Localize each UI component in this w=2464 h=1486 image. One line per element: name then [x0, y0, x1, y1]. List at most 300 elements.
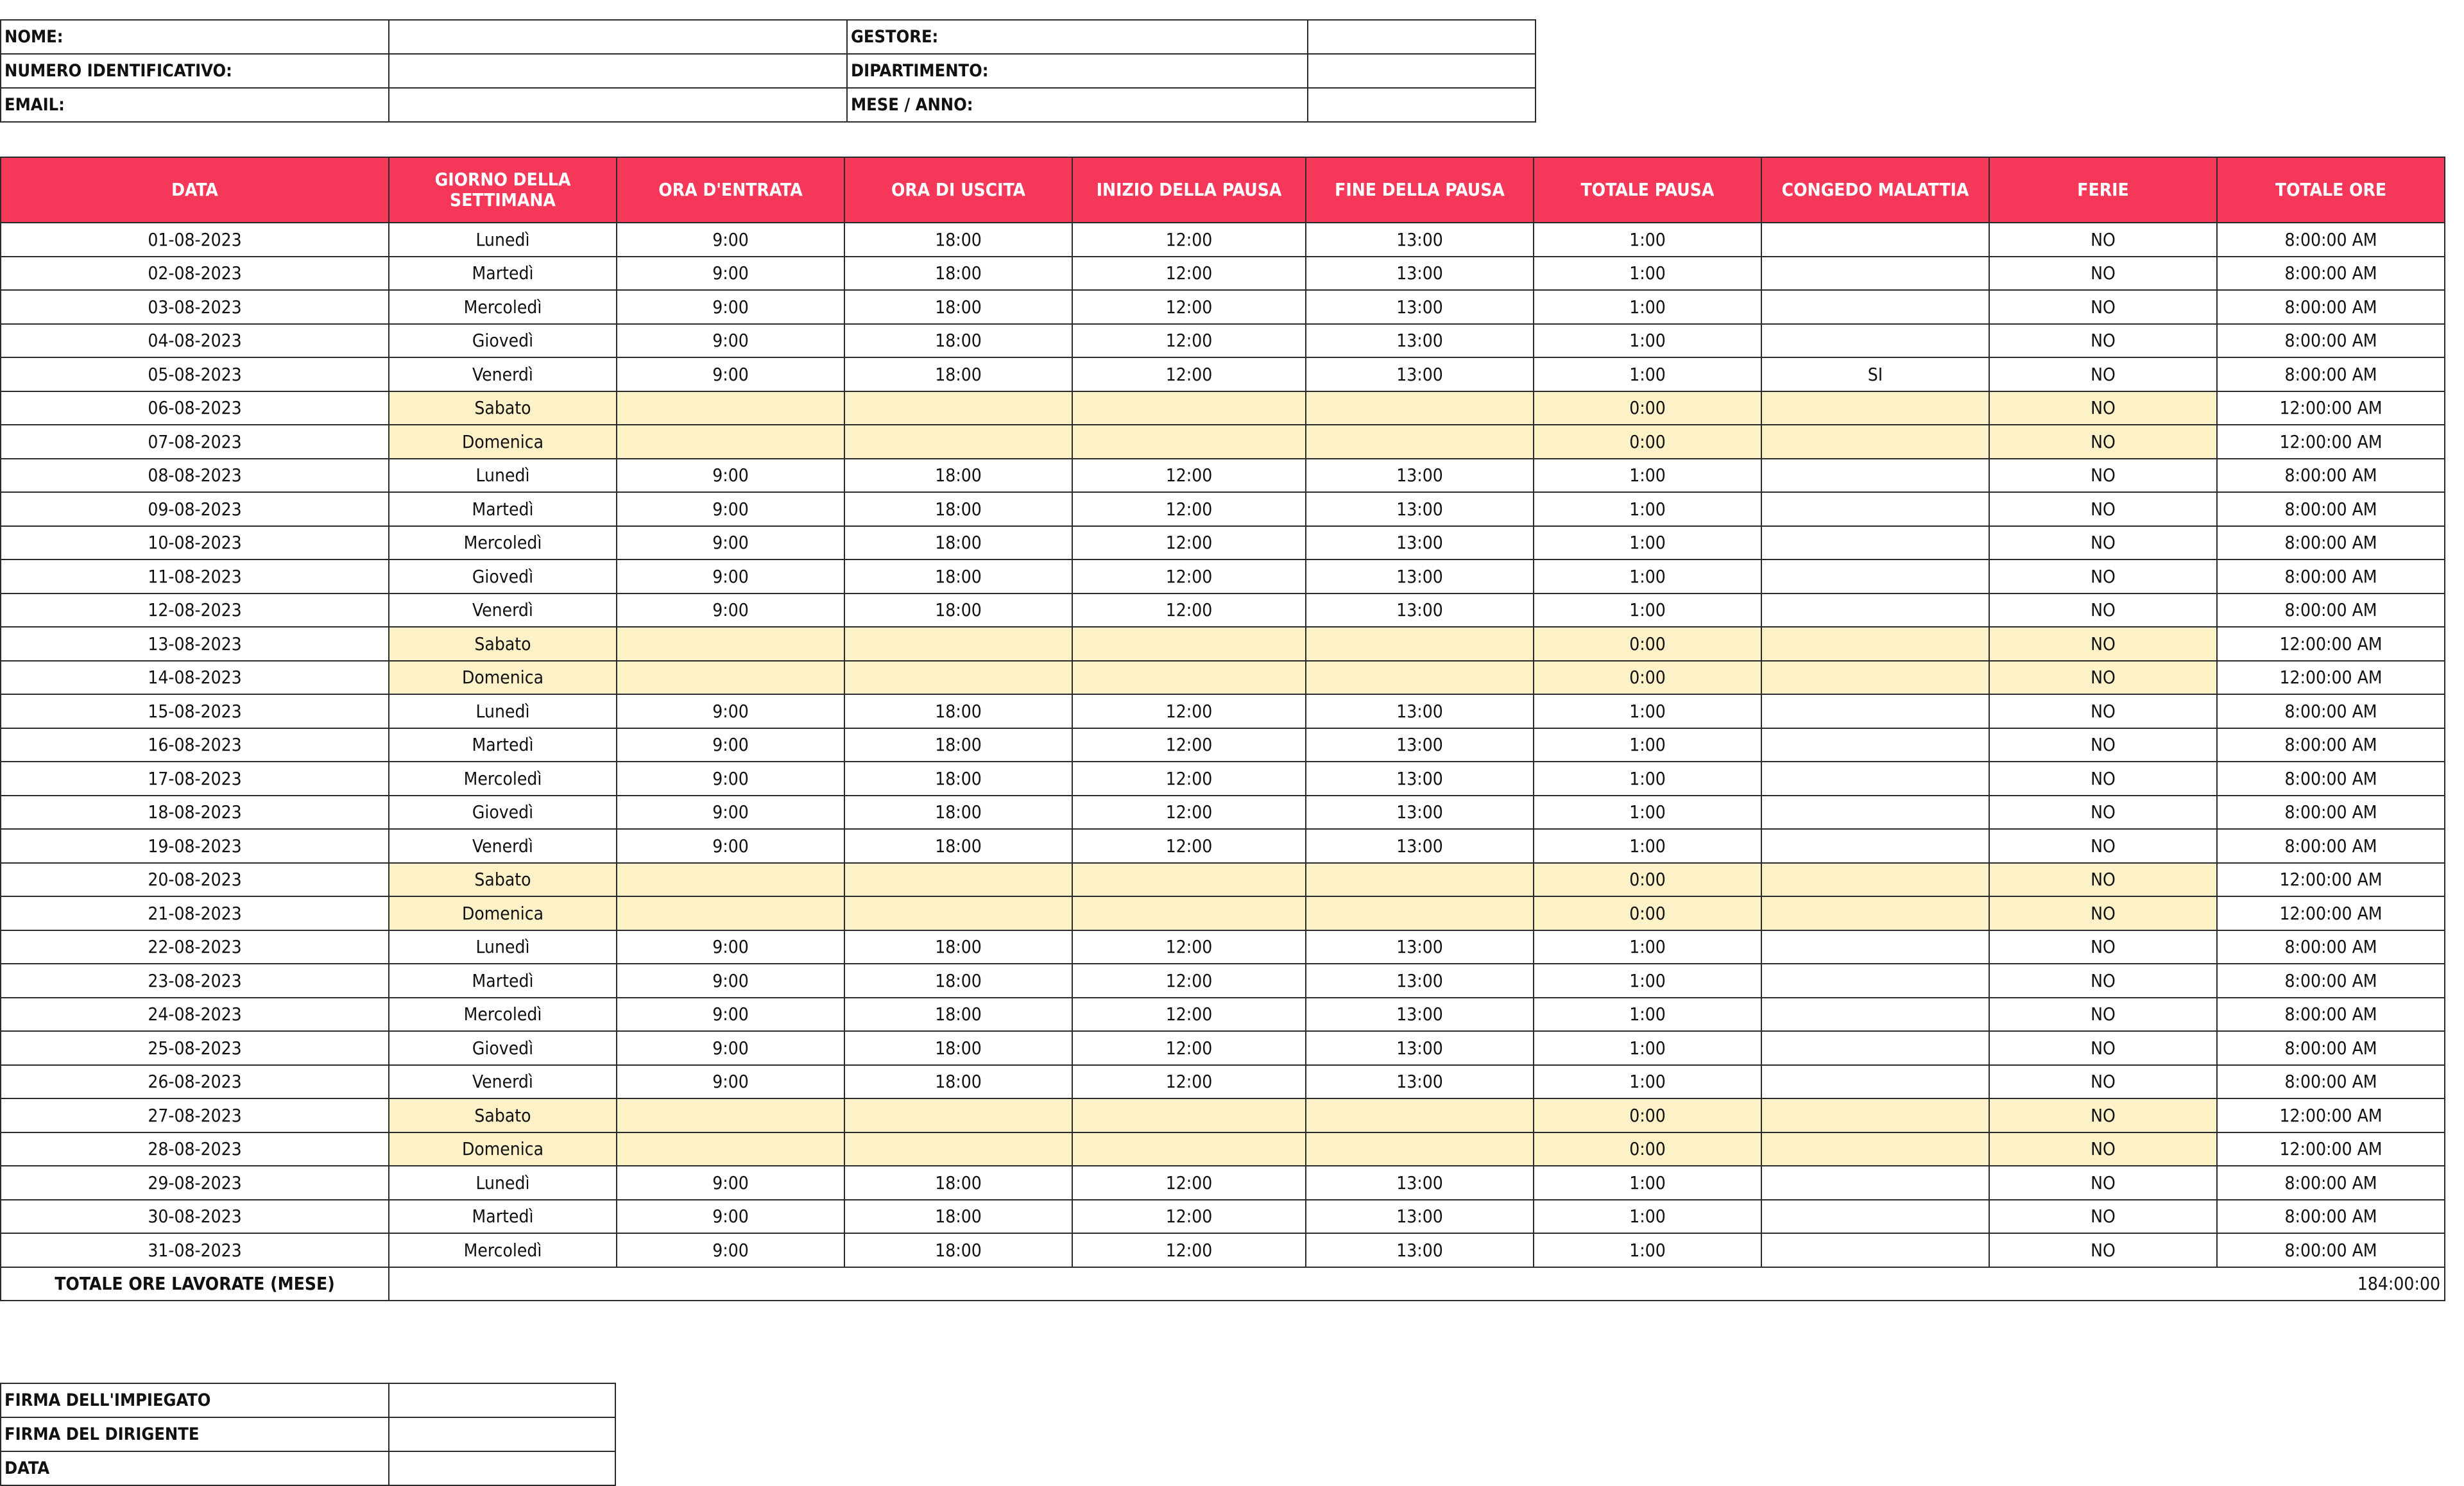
total-hours-cell[interactable]: 8:00:00 AM: [2217, 1065, 2445, 1099]
total-hours-cell[interactable]: 12:00:00 AM: [2217, 661, 2445, 695]
date-cell[interactable]: 07-08-2023: [1, 425, 389, 459]
break-start-cell[interactable]: 12:00: [1072, 1065, 1306, 1099]
vacation-cell[interactable]: NO: [1989, 728, 2217, 762]
total-hours-cell[interactable]: 8:00:00 AM: [2217, 459, 2445, 493]
break-start-cell[interactable]: [1072, 627, 1306, 661]
weekday-cell[interactable]: Sabato: [389, 391, 617, 425]
break-start-cell[interactable]: 12:00: [1072, 492, 1306, 526]
date-cell[interactable]: 15-08-2023: [1, 694, 389, 728]
break-total-cell[interactable]: 0:00: [1534, 863, 1761, 897]
entry-time-cell[interactable]: 9:00: [617, 492, 844, 526]
vacation-cell[interactable]: NO: [1989, 492, 2217, 526]
total-hours-cell[interactable]: 12:00:00 AM: [2217, 1098, 2445, 1132]
firma-impiegato-cell[interactable]: [389, 1383, 615, 1417]
break-end-cell[interactable]: [1306, 425, 1534, 459]
weekday-cell[interactable]: Lunedì: [389, 459, 617, 493]
weekday-cell[interactable]: Martedì: [389, 257, 617, 291]
sick-leave-cell[interactable]: [1761, 1065, 1989, 1099]
vacation-cell[interactable]: NO: [1989, 257, 2217, 291]
exit-time-cell[interactable]: 18:00: [844, 1233, 1072, 1267]
sick-leave-cell[interactable]: [1761, 964, 1989, 998]
sick-leave-cell[interactable]: [1761, 1132, 1989, 1166]
break-end-cell[interactable]: 13:00: [1306, 1200, 1534, 1234]
sick-leave-cell[interactable]: [1761, 492, 1989, 526]
break-total-cell[interactable]: 0:00: [1534, 661, 1761, 695]
entry-time-cell[interactable]: 9:00: [617, 728, 844, 762]
date-cell[interactable]: 06-08-2023: [1, 391, 389, 425]
total-hours-cell[interactable]: 8:00:00 AM: [2217, 694, 2445, 728]
total-hours-cell[interactable]: 8:00:00 AM: [2217, 1200, 2445, 1234]
weekday-cell[interactable]: Lunedì: [389, 1166, 617, 1200]
exit-time-cell[interactable]: [844, 425, 1072, 459]
entry-time-cell[interactable]: [617, 661, 844, 695]
sick-leave-cell[interactable]: [1761, 796, 1989, 830]
weekday-cell[interactable]: Mercoledì: [389, 762, 617, 796]
total-hours-value[interactable]: 184:00:00: [389, 1267, 2445, 1301]
weekday-cell[interactable]: Sabato: [389, 863, 617, 897]
date-cell[interactable]: 20-08-2023: [1, 863, 389, 897]
break-start-cell[interactable]: 12:00: [1072, 290, 1306, 324]
total-hours-cell[interactable]: 8:00:00 AM: [2217, 930, 2445, 964]
weekday-cell[interactable]: Mercoledì: [389, 526, 617, 560]
weekday-cell[interactable]: Giovedì: [389, 796, 617, 830]
sick-leave-cell[interactable]: [1761, 998, 1989, 1032]
date-cell[interactable]: 27-08-2023: [1, 1098, 389, 1132]
entry-time-cell[interactable]: 9:00: [617, 290, 844, 324]
weekday-cell[interactable]: Mercoledì: [389, 290, 617, 324]
entry-time-cell[interactable]: 9:00: [617, 559, 844, 594]
break-start-cell[interactable]: [1072, 425, 1306, 459]
total-hours-cell[interactable]: 12:00:00 AM: [2217, 896, 2445, 930]
weekday-cell[interactable]: Lunedì: [389, 930, 617, 964]
sick-leave-cell[interactable]: [1761, 459, 1989, 493]
break-total-cell[interactable]: 1:00: [1534, 1233, 1761, 1267]
break-total-cell[interactable]: 1:00: [1534, 829, 1761, 863]
sick-leave-cell[interactable]: [1761, 257, 1989, 291]
sick-leave-cell[interactable]: [1761, 762, 1989, 796]
exit-time-cell[interactable]: 18:00: [844, 930, 1072, 964]
break-end-cell[interactable]: 13:00: [1306, 559, 1534, 594]
vacation-cell[interactable]: NO: [1989, 998, 2217, 1032]
date-cell[interactable]: 19-08-2023: [1, 829, 389, 863]
vacation-cell[interactable]: NO: [1989, 694, 2217, 728]
sick-leave-cell[interactable]: [1761, 1031, 1989, 1065]
break-end-cell[interactable]: 13:00: [1306, 998, 1534, 1032]
break-total-cell[interactable]: 1:00: [1534, 223, 1761, 257]
weekday-cell[interactable]: Domenica: [389, 1132, 617, 1166]
weekday-cell[interactable]: Martedì: [389, 492, 617, 526]
break-start-cell[interactable]: [1072, 1098, 1306, 1132]
weekday-cell[interactable]: Giovedì: [389, 324, 617, 358]
sick-leave-cell[interactable]: [1761, 391, 1989, 425]
break-total-cell[interactable]: 1:00: [1534, 526, 1761, 560]
vacation-cell[interactable]: NO: [1989, 1233, 2217, 1267]
total-hours-cell[interactable]: 8:00:00 AM: [2217, 998, 2445, 1032]
break-start-cell[interactable]: 12:00: [1072, 829, 1306, 863]
break-start-cell[interactable]: 12:00: [1072, 998, 1306, 1032]
break-start-cell[interactable]: 12:00: [1072, 1200, 1306, 1234]
break-end-cell[interactable]: 13:00: [1306, 762, 1534, 796]
entry-time-cell[interactable]: [617, 863, 844, 897]
date-cell[interactable]: 25-08-2023: [1, 1031, 389, 1065]
weekday-cell[interactable]: Giovedì: [389, 1031, 617, 1065]
sick-leave-cell[interactable]: [1761, 863, 1989, 897]
break-total-cell[interactable]: 0:00: [1534, 391, 1761, 425]
weekday-cell[interactable]: Domenica: [389, 661, 617, 695]
mese-anno-value-cell[interactable]: [1308, 88, 1536, 122]
total-hours-cell[interactable]: 8:00:00 AM: [2217, 223, 2445, 257]
entry-time-cell[interactable]: 9:00: [617, 1065, 844, 1099]
total-hours-cell[interactable]: 8:00:00 AM: [2217, 1031, 2445, 1065]
entry-time-cell[interactable]: 9:00: [617, 762, 844, 796]
entry-time-cell[interactable]: [617, 896, 844, 930]
date-cell[interactable]: 05-08-2023: [1, 357, 389, 391]
entry-time-cell[interactable]: 9:00: [617, 1031, 844, 1065]
break-total-cell[interactable]: 1:00: [1534, 324, 1761, 358]
entry-time-cell[interactable]: 9:00: [617, 1166, 844, 1200]
break-end-cell[interactable]: 13:00: [1306, 829, 1534, 863]
break-start-cell[interactable]: 12:00: [1072, 1031, 1306, 1065]
break-start-cell[interactable]: 12:00: [1072, 559, 1306, 594]
weekday-cell[interactable]: Venerdì: [389, 594, 617, 628]
break-end-cell[interactable]: 13:00: [1306, 526, 1534, 560]
total-hours-cell[interactable]: 8:00:00 AM: [2217, 492, 2445, 526]
break-end-cell[interactable]: [1306, 863, 1534, 897]
exit-time-cell[interactable]: 18:00: [844, 290, 1072, 324]
break-total-cell[interactable]: 0:00: [1534, 1098, 1761, 1132]
sick-leave-cell[interactable]: [1761, 661, 1989, 695]
sick-leave-cell[interactable]: [1761, 526, 1989, 560]
numero-identificativo-value-cell[interactable]: [389, 54, 847, 88]
break-start-cell[interactable]: [1072, 863, 1306, 897]
date-cell[interactable]: 13-08-2023: [1, 627, 389, 661]
break-total-cell[interactable]: 1:00: [1534, 796, 1761, 830]
sick-leave-cell[interactable]: [1761, 223, 1989, 257]
exit-time-cell[interactable]: 18:00: [844, 559, 1072, 594]
break-total-cell[interactable]: 1:00: [1534, 357, 1761, 391]
break-total-cell[interactable]: 1:00: [1534, 762, 1761, 796]
date-cell[interactable]: 24-08-2023: [1, 998, 389, 1032]
total-hours-cell[interactable]: 8:00:00 AM: [2217, 728, 2445, 762]
entry-time-cell[interactable]: 9:00: [617, 324, 844, 358]
sick-leave-cell[interactable]: [1761, 290, 1989, 324]
total-hours-cell[interactable]: 8:00:00 AM: [2217, 762, 2445, 796]
exit-time-cell[interactable]: [844, 1132, 1072, 1166]
exit-time-cell[interactable]: 18:00: [844, 594, 1072, 628]
break-total-cell[interactable]: 1:00: [1534, 1166, 1761, 1200]
break-start-cell[interactable]: 12:00: [1072, 223, 1306, 257]
date-cell[interactable]: 11-08-2023: [1, 559, 389, 594]
break-start-cell[interactable]: 12:00: [1072, 594, 1306, 628]
exit-time-cell[interactable]: 18:00: [844, 459, 1072, 493]
date-cell[interactable]: 14-08-2023: [1, 661, 389, 695]
total-hours-cell[interactable]: 8:00:00 AM: [2217, 1233, 2445, 1267]
total-hours-cell[interactable]: 8:00:00 AM: [2217, 796, 2445, 830]
weekday-cell[interactable]: Mercoledì: [389, 1233, 617, 1267]
exit-time-cell[interactable]: 18:00: [844, 762, 1072, 796]
weekday-cell[interactable]: Lunedì: [389, 694, 617, 728]
total-hours-cell[interactable]: 12:00:00 AM: [2217, 1132, 2445, 1166]
entry-time-cell[interactable]: 9:00: [617, 694, 844, 728]
break-start-cell[interactable]: 12:00: [1072, 796, 1306, 830]
break-total-cell[interactable]: 1:00: [1534, 492, 1761, 526]
exit-time-cell[interactable]: 18:00: [844, 728, 1072, 762]
date-cell[interactable]: 18-08-2023: [1, 796, 389, 830]
break-total-cell[interactable]: 1:00: [1534, 694, 1761, 728]
firma-dirigente-cell[interactable]: [389, 1417, 615, 1451]
exit-time-cell[interactable]: 18:00: [844, 694, 1072, 728]
weekday-cell[interactable]: Domenica: [389, 425, 617, 459]
break-start-cell[interactable]: 12:00: [1072, 357, 1306, 391]
total-hours-cell[interactable]: 8:00:00 AM: [2217, 964, 2445, 998]
weekday-cell[interactable]: Sabato: [389, 1098, 617, 1132]
weekday-cell[interactable]: Martedì: [389, 1200, 617, 1234]
break-total-cell[interactable]: 1:00: [1534, 290, 1761, 324]
vacation-cell[interactable]: NO: [1989, 1031, 2217, 1065]
exit-time-cell[interactable]: 18:00: [844, 223, 1072, 257]
break-start-cell[interactable]: 12:00: [1072, 762, 1306, 796]
break-end-cell[interactable]: 13:00: [1306, 357, 1534, 391]
exit-time-cell[interactable]: 18:00: [844, 526, 1072, 560]
break-total-cell[interactable]: 1:00: [1534, 964, 1761, 998]
weekday-cell[interactable]: Venerdì: [389, 829, 617, 863]
entry-time-cell[interactable]: 9:00: [617, 223, 844, 257]
vacation-cell[interactable]: NO: [1989, 526, 2217, 560]
break-end-cell[interactable]: 13:00: [1306, 694, 1534, 728]
break-total-cell[interactable]: 0:00: [1534, 627, 1761, 661]
break-start-cell[interactable]: 12:00: [1072, 1233, 1306, 1267]
exit-time-cell[interactable]: 18:00: [844, 492, 1072, 526]
entry-time-cell[interactable]: 9:00: [617, 930, 844, 964]
vacation-cell[interactable]: NO: [1989, 661, 2217, 695]
entry-time-cell[interactable]: 9:00: [617, 459, 844, 493]
total-hours-cell[interactable]: 12:00:00 AM: [2217, 391, 2445, 425]
total-hours-cell[interactable]: 8:00:00 AM: [2217, 324, 2445, 358]
break-end-cell[interactable]: 13:00: [1306, 964, 1534, 998]
sick-leave-cell[interactable]: [1761, 829, 1989, 863]
sick-leave-cell[interactable]: SI: [1761, 357, 1989, 391]
break-end-cell[interactable]: 13:00: [1306, 728, 1534, 762]
date-cell[interactable]: 17-08-2023: [1, 762, 389, 796]
vacation-cell[interactable]: NO: [1989, 391, 2217, 425]
break-end-cell[interactable]: 13:00: [1306, 1166, 1534, 1200]
total-hours-cell[interactable]: 8:00:00 AM: [2217, 526, 2445, 560]
date-cell[interactable]: 16-08-2023: [1, 728, 389, 762]
exit-time-cell[interactable]: 18:00: [844, 1031, 1072, 1065]
total-hours-cell[interactable]: 12:00:00 AM: [2217, 425, 2445, 459]
entry-time-cell[interactable]: 9:00: [617, 796, 844, 830]
total-hours-cell[interactable]: 8:00:00 AM: [2217, 357, 2445, 391]
entry-time-cell[interactable]: [617, 425, 844, 459]
break-start-cell[interactable]: 12:00: [1072, 930, 1306, 964]
date-cell[interactable]: 21-08-2023: [1, 896, 389, 930]
break-start-cell[interactable]: 12:00: [1072, 526, 1306, 560]
break-total-cell[interactable]: 1:00: [1534, 459, 1761, 493]
weekday-cell[interactable]: Mercoledì: [389, 998, 617, 1032]
break-start-cell[interactable]: 12:00: [1072, 459, 1306, 493]
sick-leave-cell[interactable]: [1761, 1098, 1989, 1132]
exit-time-cell[interactable]: 18:00: [844, 829, 1072, 863]
date-cell[interactable]: 09-08-2023: [1, 492, 389, 526]
vacation-cell[interactable]: NO: [1989, 324, 2217, 358]
date-cell[interactable]: 04-08-2023: [1, 324, 389, 358]
break-total-cell[interactable]: 1:00: [1534, 594, 1761, 628]
break-start-cell[interactable]: 12:00: [1072, 964, 1306, 998]
vacation-cell[interactable]: NO: [1989, 930, 2217, 964]
entry-time-cell[interactable]: [617, 1098, 844, 1132]
sick-leave-cell[interactable]: [1761, 728, 1989, 762]
weekday-cell[interactable]: Domenica: [389, 896, 617, 930]
sick-leave-cell[interactable]: [1761, 425, 1989, 459]
entry-time-cell[interactable]: [617, 627, 844, 661]
total-hours-cell[interactable]: 8:00:00 AM: [2217, 290, 2445, 324]
vacation-cell[interactable]: NO: [1989, 1065, 2217, 1099]
date-cell[interactable]: 02-08-2023: [1, 257, 389, 291]
vacation-cell[interactable]: NO: [1989, 896, 2217, 930]
exit-time-cell[interactable]: [844, 1098, 1072, 1132]
date-cell[interactable]: 10-08-2023: [1, 526, 389, 560]
total-hours-cell[interactable]: 8:00:00 AM: [2217, 559, 2445, 594]
weekday-cell[interactable]: Martedì: [389, 964, 617, 998]
break-total-cell[interactable]: 0:00: [1534, 425, 1761, 459]
weekday-cell[interactable]: Venerdì: [389, 1065, 617, 1099]
entry-time-cell[interactable]: 9:00: [617, 1233, 844, 1267]
entry-time-cell[interactable]: 9:00: [617, 829, 844, 863]
break-end-cell[interactable]: 13:00: [1306, 257, 1534, 291]
vacation-cell[interactable]: NO: [1989, 1098, 2217, 1132]
entry-time-cell[interactable]: 9:00: [617, 594, 844, 628]
break-start-cell[interactable]: [1072, 896, 1306, 930]
sick-leave-cell[interactable]: [1761, 324, 1989, 358]
entry-time-cell[interactable]: [617, 1132, 844, 1166]
vacation-cell[interactable]: NO: [1989, 357, 2217, 391]
vacation-cell[interactable]: NO: [1989, 964, 2217, 998]
date-cell[interactable]: 01-08-2023: [1, 223, 389, 257]
entry-time-cell[interactable]: 9:00: [617, 257, 844, 291]
break-total-cell[interactable]: 1:00: [1534, 1031, 1761, 1065]
break-end-cell[interactable]: 13:00: [1306, 290, 1534, 324]
exit-time-cell[interactable]: 18:00: [844, 796, 1072, 830]
date-cell[interactable]: 26-08-2023: [1, 1065, 389, 1099]
date-cell[interactable]: 03-08-2023: [1, 290, 389, 324]
exit-time-cell[interactable]: [844, 627, 1072, 661]
break-total-cell[interactable]: 1:00: [1534, 998, 1761, 1032]
sick-leave-cell[interactable]: [1761, 1200, 1989, 1234]
break-start-cell[interactable]: 12:00: [1072, 728, 1306, 762]
total-hours-cell[interactable]: 12:00:00 AM: [2217, 863, 2445, 897]
exit-time-cell[interactable]: [844, 391, 1072, 425]
sick-leave-cell[interactable]: [1761, 694, 1989, 728]
entry-time-cell[interactable]: 9:00: [617, 1200, 844, 1234]
email-value-cell[interactable]: [389, 88, 847, 122]
vacation-cell[interactable]: NO: [1989, 796, 2217, 830]
break-end-cell[interactable]: 13:00: [1306, 796, 1534, 830]
break-start-cell[interactable]: [1072, 1132, 1306, 1166]
break-end-cell[interactable]: 13:00: [1306, 324, 1534, 358]
break-total-cell[interactable]: 1:00: [1534, 559, 1761, 594]
break-end-cell[interactable]: 13:00: [1306, 1065, 1534, 1099]
date-cell[interactable]: 31-08-2023: [1, 1233, 389, 1267]
date-cell[interactable]: 30-08-2023: [1, 1200, 389, 1234]
vacation-cell[interactable]: NO: [1989, 223, 2217, 257]
break-start-cell[interactable]: 12:00: [1072, 257, 1306, 291]
weekday-cell[interactable]: Giovedì: [389, 559, 617, 594]
break-total-cell[interactable]: 1:00: [1534, 728, 1761, 762]
break-end-cell[interactable]: 13:00: [1306, 492, 1534, 526]
total-hours-cell[interactable]: 8:00:00 AM: [2217, 1166, 2445, 1200]
entry-time-cell[interactable]: 9:00: [617, 526, 844, 560]
nome-value-cell[interactable]: [389, 20, 847, 54]
break-end-cell[interactable]: 13:00: [1306, 930, 1534, 964]
exit-time-cell[interactable]: 18:00: [844, 257, 1072, 291]
break-start-cell[interactable]: 12:00: [1072, 324, 1306, 358]
entry-time-cell[interactable]: 9:00: [617, 998, 844, 1032]
entry-time-cell[interactable]: 9:00: [617, 357, 844, 391]
total-hours-cell[interactable]: 8:00:00 AM: [2217, 257, 2445, 291]
vacation-cell[interactable]: NO: [1989, 627, 2217, 661]
vacation-cell[interactable]: NO: [1989, 459, 2217, 493]
break-total-cell[interactable]: 0:00: [1534, 1132, 1761, 1166]
date-cell[interactable]: 28-08-2023: [1, 1132, 389, 1166]
exit-time-cell[interactable]: 18:00: [844, 324, 1072, 358]
break-end-cell[interactable]: 13:00: [1306, 459, 1534, 493]
break-end-cell[interactable]: [1306, 1098, 1534, 1132]
entry-time-cell[interactable]: [617, 391, 844, 425]
total-hours-cell[interactable]: 8:00:00 AM: [2217, 594, 2445, 628]
break-end-cell[interactable]: [1306, 627, 1534, 661]
sick-leave-cell[interactable]: [1761, 1233, 1989, 1267]
vacation-cell[interactable]: NO: [1989, 559, 2217, 594]
vacation-cell[interactable]: NO: [1989, 425, 2217, 459]
break-start-cell[interactable]: [1072, 661, 1306, 695]
total-hours-cell[interactable]: 8:00:00 AM: [2217, 829, 2445, 863]
break-end-cell[interactable]: [1306, 391, 1534, 425]
break-total-cell[interactable]: 1:00: [1534, 257, 1761, 291]
sick-leave-cell[interactable]: [1761, 594, 1989, 628]
break-end-cell[interactable]: [1306, 1132, 1534, 1166]
exit-time-cell[interactable]: [844, 896, 1072, 930]
vacation-cell[interactable]: NO: [1989, 762, 2217, 796]
sick-leave-cell[interactable]: [1761, 627, 1989, 661]
exit-time-cell[interactable]: 18:00: [844, 1065, 1072, 1099]
dipartimento-value-cell[interactable]: [1308, 54, 1536, 88]
break-end-cell[interactable]: 13:00: [1306, 223, 1534, 257]
date-cell[interactable]: 23-08-2023: [1, 964, 389, 998]
date-cell[interactable]: 29-08-2023: [1, 1166, 389, 1200]
sick-leave-cell[interactable]: [1761, 930, 1989, 964]
break-end-cell[interactable]: [1306, 896, 1534, 930]
sick-leave-cell[interactable]: [1761, 559, 1989, 594]
weekday-cell[interactable]: Lunedì: [389, 223, 617, 257]
weekday-cell[interactable]: Sabato: [389, 627, 617, 661]
gestore-value-cell[interactable]: [1308, 20, 1536, 54]
data-cell[interactable]: [389, 1451, 615, 1485]
break-start-cell[interactable]: [1072, 391, 1306, 425]
vacation-cell[interactable]: NO: [1989, 829, 2217, 863]
break-total-cell[interactable]: 0:00: [1534, 896, 1761, 930]
entry-time-cell[interactable]: 9:00: [617, 964, 844, 998]
sick-leave-cell[interactable]: [1761, 1166, 1989, 1200]
sick-leave-cell[interactable]: [1761, 896, 1989, 930]
exit-time-cell[interactable]: 18:00: [844, 1166, 1072, 1200]
break-total-cell[interactable]: 1:00: [1534, 1065, 1761, 1099]
weekday-cell[interactable]: Venerdì: [389, 357, 617, 391]
exit-time-cell[interactable]: [844, 863, 1072, 897]
break-end-cell[interactable]: 13:00: [1306, 594, 1534, 628]
date-cell[interactable]: 22-08-2023: [1, 930, 389, 964]
break-start-cell[interactable]: 12:00: [1072, 694, 1306, 728]
vacation-cell[interactable]: NO: [1989, 290, 2217, 324]
